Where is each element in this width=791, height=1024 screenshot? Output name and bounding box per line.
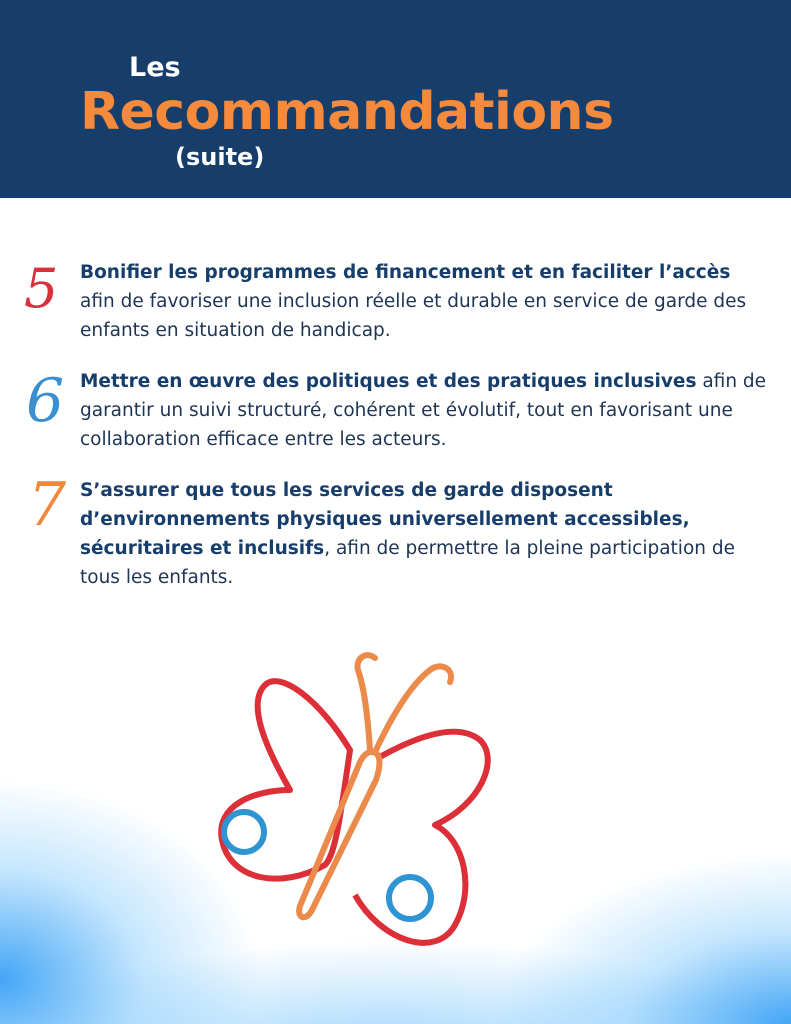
recommendation-number-7: 7 <box>28 470 67 540</box>
recommendation-5-text: afin de favoriser une inclusion réelle et durable en service de garde des enfants en situation de handicap. <box>80 291 747 341</box>
recommendation-7-text: , afin de permettre la pleine participation de tous les enfants. <box>80 538 735 588</box>
butterfly-icon <box>200 640 520 970</box>
recommendation-number-6: 6 <box>26 366 65 436</box>
left-wing-spot <box>224 812 264 852</box>
recommendation-6-lead: Mettre en œuvre des politiques et des pratiques inclusives <box>80 371 697 392</box>
page-title: Recommandations <box>80 82 614 142</box>
recommendation-5-lead: Bonifier les programmes de financement et en faciliter l’accès <box>80 262 731 283</box>
header-banner <box>0 0 791 198</box>
recommendation-6-text: afin de garantir un suivi structuré, cohérent et évolutif, tout en favorisant une collaboration efficace entre les acteurs. <box>80 371 767 450</box>
right-antenna <box>376 666 451 750</box>
recommendation-number-5: 5 <box>24 257 59 320</box>
recommendation-6 <box>80 367 770 454</box>
title-prefix: Les <box>129 52 181 83</box>
left-antenna <box>357 655 375 750</box>
recommendation-7-lead: S’assurer que tous les services de garde disposent d’environnements physiques universellement accessibles, sécuritaires et inclusifs <box>80 480 690 559</box>
recommendation-7 <box>80 476 740 592</box>
right-wing <box>355 732 488 943</box>
title-suffix: (suite) <box>175 143 265 171</box>
recommendation-5 <box>80 258 770 345</box>
right-wing-spot <box>389 877 431 919</box>
